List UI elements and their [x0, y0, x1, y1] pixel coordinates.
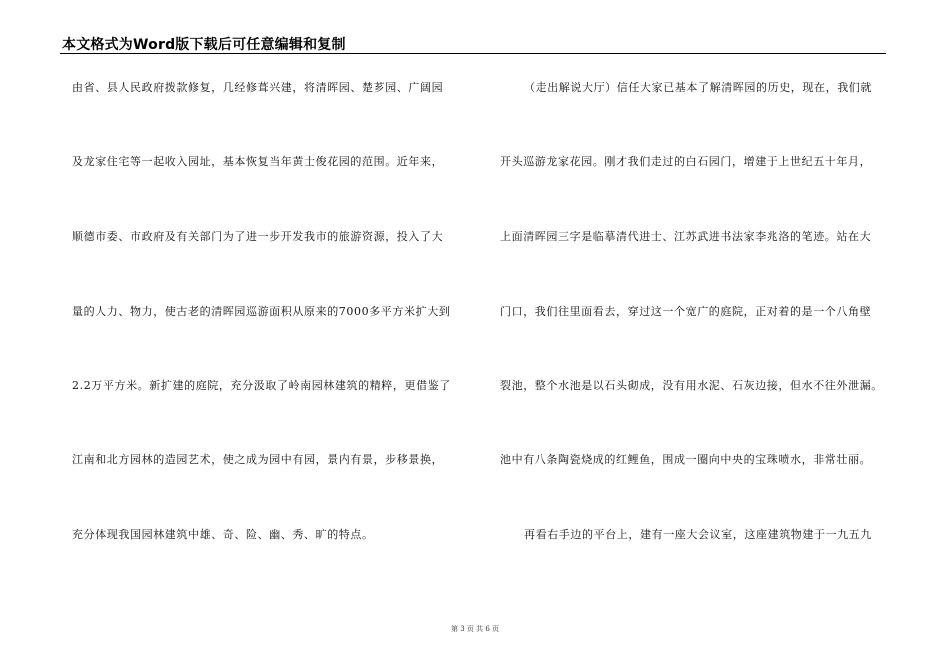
text-line: 充分体现我国园林建筑中雄、奇、险、幽、秀、旷的特点。	[72, 528, 374, 541]
text-line: 顺德市委、市政府及有关部门为了进一步开发我市的旅游资源，投入了大	[72, 230, 444, 243]
text-line: 再看右手边的平台上，建有一座大会议室，这座建筑物建于一九五九	[524, 528, 872, 541]
text-line: 开头巡游龙家花园。刚才我们走过的白石园门，增建于上世纪五十年月，	[500, 155, 872, 168]
text-line: 上面清晖园三字是临摹清代进士、江苏武进书法家李兆洛的笔迹。站在大	[500, 230, 872, 243]
text-line: 池中有八条陶瓷烧成的红鲤鱼，围成一圈向中央的宝珠喷水，非常壮丽。	[500, 453, 872, 466]
header-divider	[60, 53, 886, 54]
text-line: （走出解说大厅）信任大家已基本了解清晖园的历史，现在，我们就	[524, 81, 872, 94]
text-line: 2.2万平方米。新扩建的庭院，充分汲取了岭南园林建筑的精粹，更借鉴了	[72, 379, 451, 392]
text-line: 江南和北方园林的造园艺术，使之成为园中有园，景内有景，步移景换，	[72, 453, 444, 466]
text-line: 由省、县人民政府拨款修复，几经修葺兴建，将清晖园、楚芗园、广阔园	[72, 81, 444, 94]
text-line: 及龙家住宅等一起收入园址，基本恢复当年黄士俊花园的范围。近年来，	[72, 155, 444, 168]
text-line: 裂池，整个水池是以石头砌成，没有用水泥、石灰边接，但水不往外泄漏。	[500, 379, 883, 392]
text-line: 量的人力、物力，使古老的清晖园巡游面积从原来的7000多平方米扩大到	[72, 305, 451, 318]
text-line: 门口，我们往里面看去，穿过这一个宽广的庭院，正对着的是一个八角壁	[500, 305, 872, 318]
page-number: 第 3 页 共 6 页	[450, 625, 500, 633]
header-title: 本文格式为Word版下载后可任意编辑和复制	[62, 37, 346, 53]
